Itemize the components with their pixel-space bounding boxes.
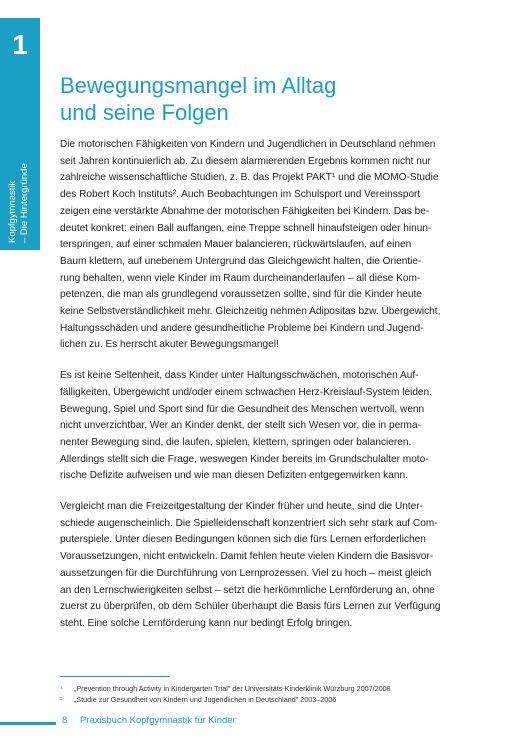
text-line: keine Selbstverständlichkeit mehr. Gleichzeitig nehmen Adipositas bzw. Übergewicht, <box>60 306 441 318</box>
text-line: terspringen, auf einer schmalen Mauer balancieren, rückwärtslaufen, auf einen <box>60 239 412 251</box>
page-title <box>60 72 500 126</box>
footnote-mark: ² <box>60 695 63 704</box>
text-line: puterspiele. Unter diesen Bedingungen können sich die fürs Lernen erforderlichen <box>60 534 426 546</box>
text-line: fälligkeiten, Übergewicht und/oder einem schwachen Herz-Kreislauf-System leiden. <box>60 386 432 398</box>
text-line: zahlreiche wissenschaftliche Studien, z. B. das Projekt PAKT¹ und die MOMO-Studie <box>60 172 439 184</box>
footnote-text: „Prevention through Activity in Kindergarten Trial" der Universitäts-Kinderklinik Würzburg 2007/2008 <box>74 684 391 693</box>
text-line: Haltungsschäden und andere gesundheitliche Probleme bei Kindern und Jugend- <box>60 322 424 334</box>
text-line: Es ist keine Seltenheit, dass Kinder unter Haltungsschwächen, motorischen Auf- <box>60 370 419 382</box>
text-line: Bewegung, Spiel und Sport sind für die Gesundheit des Menschen wertvoll, wenn <box>60 403 425 415</box>
text-line: Baum klettern, auf unebenem Untergrund das Gleichgewicht halten, die Orientie- <box>60 255 422 267</box>
text-line: Vergleicht man die Freizeitgestaltung der Kinder früher und heute, sind die Unter- <box>60 501 424 513</box>
footnote-divider <box>60 676 170 677</box>
page-title-line2: und seine Folgen <box>60 100 229 125</box>
footnote-mark: ¹ <box>60 684 63 693</box>
footnote <box>60 694 480 705</box>
page-number: 8 <box>62 715 68 726</box>
text-line: aussetzungen für die Durchführung von Lernprozessen. Viel zu hoch – meist gleich <box>60 567 432 579</box>
text-line: Allerdings stellt sich die Frage, weswegen Kinder bereits im Grundschulalter moto- <box>60 453 429 465</box>
text-line: petenzen, die man als grundlegend voraussetzen sollte, sind für die Kinder heute <box>60 289 422 301</box>
body-paragraph <box>60 137 480 354</box>
chapter-side-label-line2: – Die Hintergründe <box>19 163 30 243</box>
footnote-text: „Studie zur Gesundheit von Kindern und Jugendlichen in Deutschland" 2003–2006 <box>74 695 337 704</box>
chapter-side-label-line1: Kopfgymnastik <box>7 180 18 243</box>
text-line: rische Defizite aufweisen und wie man diesen Defiziten entgegenwirken kann. <box>60 470 408 482</box>
text-line: zuerst zu überprüfen, ob dem Schüler überhaupt die Basis fürs Lernen zur Verfügung <box>60 601 441 613</box>
text-line: seit Jahren kontinuierlich ab. Zu diesem alarmierenden Ergebnis kommen nicht nur <box>60 155 431 167</box>
footnotes <box>60 683 480 705</box>
text-line: rung behalten, wenn viele Kinder im Raum durcheinanderlaufen – all diese Kom- <box>60 272 421 284</box>
chapter-number: 1 <box>12 29 28 60</box>
text-line: Die motorischen Fähigkeiten von Kindern und Jugendlichen in Deutschland nehmen <box>60 139 436 150</box>
book-title: Praxisbuch Kopfgymnastik für Kinder <box>80 715 236 726</box>
text-line: zeigen eine verstärkte Abnahme der motorischen Fähigkeiten bei Kindern. Das be- <box>60 205 430 217</box>
text-line: schiede augenscheinlich. Die Spielleidenschaft konzentriert sich sehr stark auf Com- <box>60 517 438 529</box>
text-line: des Robert Koch Instituts². Auch Beobachtungen im Schulsport und Vereinssport <box>60 189 421 201</box>
text-line: lichen zu. Es herrscht akuter Bewegungsmangel! <box>60 339 279 351</box>
text-line: nenter Bewegung sind, die laufen, spielen, klettern, springen oder balancieren. <box>60 436 412 448</box>
text-line: an den Lernschwierigkeiten selbst – setzt die herkömmliche Lernförderung an, ohne <box>60 584 435 596</box>
text-line: Voraussetzungen, nicht entwickeln. Damit fehlen heute vielen Kindern die Basisvor- <box>60 551 434 563</box>
body-paragraph <box>60 499 480 633</box>
footer-accent-bar <box>0 722 56 725</box>
text-line: nicht unverzichtbar. Wer an Kinder denkt, der stellt sich Wesen vor, die in perma- <box>60 420 421 432</box>
body-paragraph <box>60 368 480 485</box>
footnote <box>60 683 480 694</box>
page-title-line1: Bewegungsmangel im Alltag <box>60 73 337 98</box>
text-line: steht. Eine solche Lernförderung kann nur bedingt Erfolg bringen. <box>60 617 353 629</box>
chapter-side-label <box>7 73 31 243</box>
text-line: deutet konkret: einen Ball auffangen, eine Treppe schnell hinaufsteigen oder hinun- <box>60 222 432 234</box>
body-text <box>60 137 480 647</box>
